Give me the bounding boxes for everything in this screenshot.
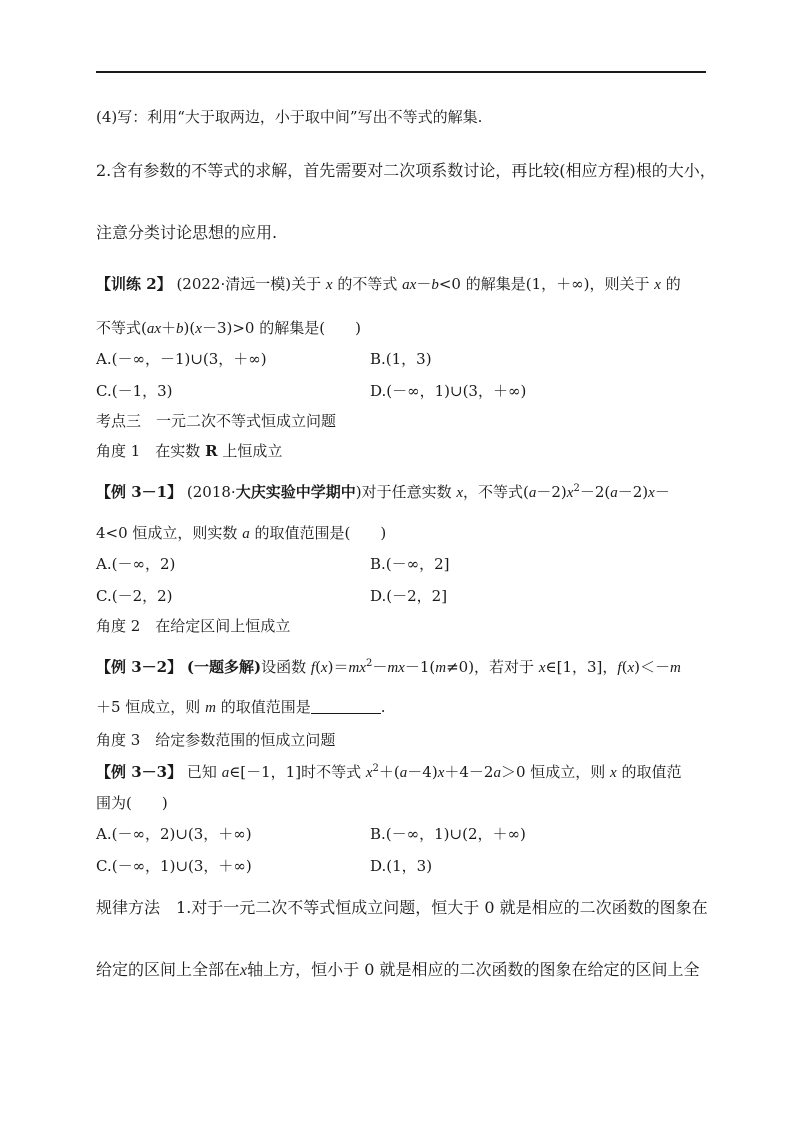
ex-3-1-option-b: B.(－∞，2] bbox=[370, 555, 450, 573]
ex-3-3-option-d: D.(1，3) bbox=[370, 857, 433, 875]
ex-3-1-stem-line-2: 4<0 恒成立，则实数 a 的取值范围是( ) bbox=[96, 524, 387, 542]
note-2-line-2: 注意分类讨论思想的应用. bbox=[96, 223, 278, 242]
step-4-text: (4)写：利用“大于取两边，小于取中间”写出不等式的解集. bbox=[96, 108, 483, 126]
train-2-label: 【训练 2】 bbox=[96, 275, 172, 293]
top-rule bbox=[96, 71, 706, 73]
ex-3-2-stem-line-1: 【例 3－2】 (一题多解)设函数 $f(x)=mx^2-mx-1(m\ne 0)$，若对于 x∈[1，3]，f(x)＜－m bbox=[96, 658, 681, 676]
ex-3-1-label: 【例 3－1】 bbox=[96, 483, 183, 501]
train-2-option-c: C.(－1，3) bbox=[96, 382, 173, 400]
train-2-source: (2022·清远一模) bbox=[176, 275, 292, 293]
ex-3-3-option-c: C.(－∞，1)∪(3，＋∞) bbox=[96, 857, 252, 875]
method-title: 规律方法 bbox=[96, 898, 161, 917]
answer-blank bbox=[311, 699, 381, 714]
ex-3-3-stem-line-2: 围为( ) bbox=[96, 794, 168, 812]
ex-3-2-stem-line-2: ＋5 恒成立，则 m 的取值范围是 . bbox=[96, 698, 386, 716]
ex-3-1-option-c: C.(－2，2) bbox=[96, 587, 173, 605]
train-2-option-b: B.(1，3) bbox=[370, 350, 432, 368]
ex-3-2-label: 【例 3－2】 bbox=[96, 658, 183, 676]
method-line-1: 规律方法 1.对于一元二次不等式恒成立问题，恒大于 0 就是相应的二次函数的图象在 bbox=[96, 898, 708, 917]
ex-3-1-stem-line-1: 【例 3－1】 (2018·大庆实验中学期中)对于任意实数 x，不等式$(a-2)x^2-2(a-2)x-$ bbox=[96, 483, 670, 501]
train-2-stem-line-2: 不等式(ax＋b)(x－3)>0 的解集是( ) bbox=[96, 319, 361, 337]
topic-3-heading: 考点三 一元二次不等式恒成立问题 bbox=[96, 412, 337, 430]
note-2-line-1: 2.含有参数的不等式的求解，首先需要对二次项系数讨论，再比较(相应方程)根的大小， bbox=[96, 161, 716, 180]
ex-3-1-option-d: D.(－2，2] bbox=[370, 587, 448, 605]
ex-3-3-stem-line-1: 【例 3－3】 已知 a∈[－1，1]时不等式 $x^2+(a-4)x+4-2a>0$ 恒成立，则 x 的取值范 bbox=[96, 763, 682, 781]
train-2-option-a: A.(－∞，－1)∪(3，＋∞) bbox=[96, 350, 267, 368]
train-2-stem-line-1: 【训练 2】 (2022·清远一模)关于 x 的不等式 ax－b<0 的解集是(1，＋∞)，则关于 x 的 bbox=[96, 275, 681, 293]
ex-3-3-label: 【例 3－3】 bbox=[96, 763, 183, 781]
method-line-2: 给定的区间上全部在x轴上方，恒小于 0 就是相应的二次函数的图象在给定的区间上全 bbox=[96, 960, 700, 979]
angle-2-heading: 角度 2 在给定区间上恒成立 bbox=[96, 617, 291, 635]
angle-3-heading: 角度 3 给定参数范围的恒成立问题 bbox=[96, 731, 336, 749]
ex-3-2-method: (一题多解) bbox=[186, 658, 262, 676]
angle-1-heading: 角度 1 在实数 R 上恒成立 bbox=[96, 442, 283, 460]
ex-3-3-option-b: B.(－∞，1)∪(2，＋∞) bbox=[370, 825, 526, 843]
ex-3-3-option-a: A.(－∞，2)∪(3，＋∞) bbox=[96, 825, 252, 843]
train-2-option-d: D.(－∞，1)∪(3，＋∞) bbox=[370, 382, 527, 400]
ex-3-1-option-a: A.(－∞，2) bbox=[96, 555, 176, 573]
